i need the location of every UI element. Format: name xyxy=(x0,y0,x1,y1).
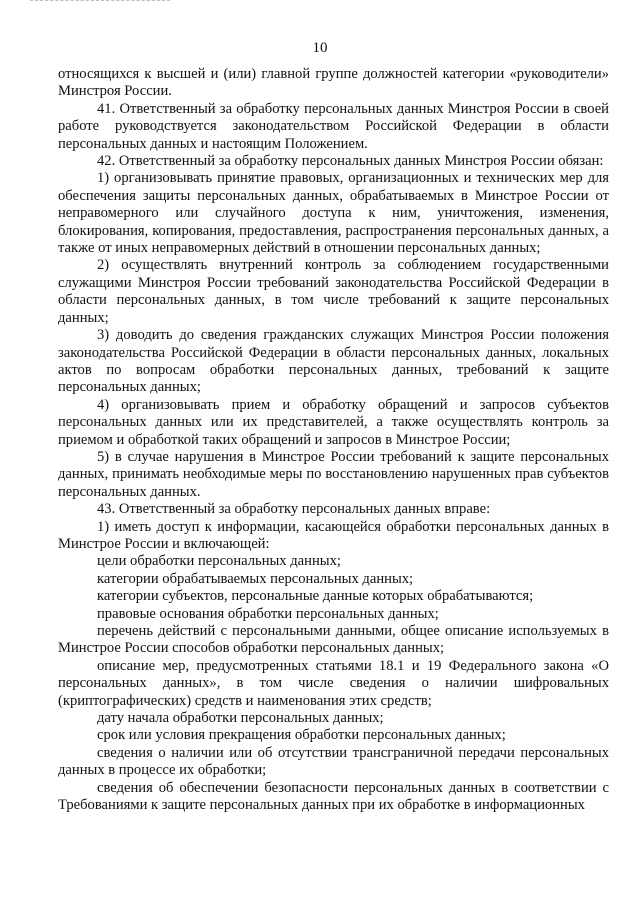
sublist-item: сведения об обеспечении безопасности персональных данных в соответствии с Требованиями к защите персональных данных при их обработке в информационных xyxy=(58,779,609,814)
paragraph-41: 41. Ответственный за обработку персональных данных Минстроя России в своей работе руководствуется законодательством Российской Федерации в области персональных данных и настоящим Положением. xyxy=(58,100,609,152)
sublist-item: перечень действий с персональными данными, общее описание используемых в Минстрое России способов обработки персональных данных; xyxy=(58,623,609,657)
document-body xyxy=(58,66,609,814)
paragraph-42: 42. Ответственный за обработку персональных данных Минстроя России обязан: xyxy=(97,153,604,170)
paragraph-continuation: относящихся к высшей и (или) главной группе должностей категории «руководители» Минстроя России. xyxy=(58,66,609,100)
scan-top-mark xyxy=(30,0,170,4)
list-item-42-2: 2) осуществлять внутренний контроль за соблюдением государственными служащими Минстроя России требований законодательства Российской Федерации в области персональных данных, в том числе требований к защите персональных данных; xyxy=(58,257,609,326)
page-number: 10 xyxy=(312,40,328,56)
sublist-item: дату начала обработки персональных данных; xyxy=(97,710,384,727)
list-item-42-1: 1) организовывать принятие правовых, организационных и технических мер для обеспечения защиты персональных данных, обрабатываемых в Минстрое России от неправомерного или случайного доступа к ним, уничтожения, изменения, блокирования, копирования, предоставления, распространения персональных данных, а также от иных неправомерных действий в отношении персональных данных; xyxy=(58,170,609,257)
sublist-item: цели обработки персональных данных; xyxy=(97,553,341,570)
sublist-item: правовые основания обработки персональных данных; xyxy=(97,605,439,622)
list-item-42-5: 5) в случае нарушения в Минстрое России требований к защите персональных данных, принимать необходимые меры по восстановлению нарушенных прав субъектов персональных данных. xyxy=(58,448,609,500)
sublist-item: описание мер, предусмотренных статьями 18.1 и 19 Федерального закона «О персональных данных», в том числе сведения о наличии шифровальных (криптографических) средств и наименования этих средств; xyxy=(58,657,609,709)
sublist-item: срок или условия прекращения обработки персональных данных; xyxy=(97,727,506,744)
list-item-42-4: 4) организовывать прием и обработку обращений и запросов субъектов персональных данных или их представителей, а также осуществлять контроль за приемом и обработкой таких обращений и запросов в Минстрое России; xyxy=(58,396,609,448)
list-item-43-1: 1) иметь доступ к информации, касающейся обработки персональных данных в Минстрое России и включающей: xyxy=(58,518,609,552)
list-item-42-3: 3) доводить до сведения гражданских служащих Минстроя России положения законодательства Российской Федерации в области персональных данных, локальных актов по вопросам обработки персональных данных, требований к защите персональных данных; xyxy=(58,327,609,396)
sublist-item: категории обрабатываемых персональных данных; xyxy=(97,570,414,587)
sublist-item: сведения о наличии или об отсутствии трансграничной передачи персональных данных в процессе их обработки; xyxy=(58,744,609,779)
paragraph-43: 43. Ответственный за обработку персональных данных вправе: xyxy=(97,501,491,518)
sublist-item: категории субъектов, персональные данные которых обрабатываются; xyxy=(97,588,534,605)
